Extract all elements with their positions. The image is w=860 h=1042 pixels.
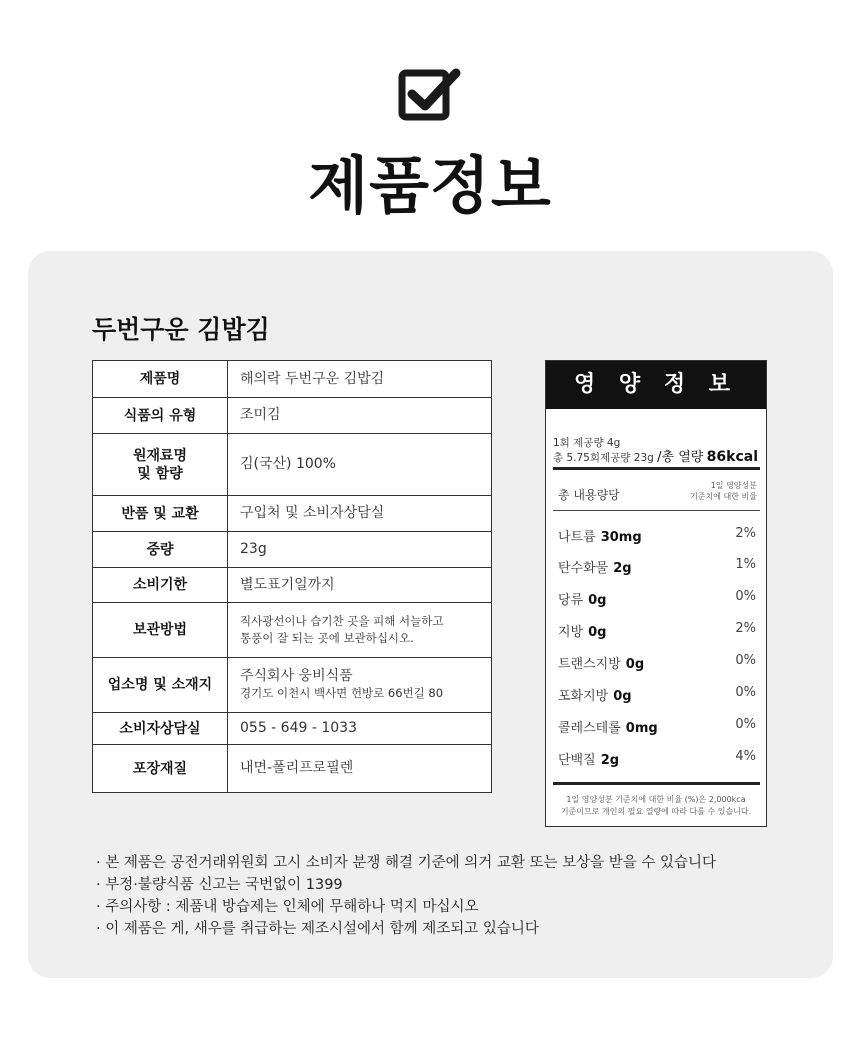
row-value-line2: 통풍이 잘 되는 곳에 보관하십시오. bbox=[240, 631, 414, 645]
total-calories-label: /총 열량 bbox=[657, 450, 704, 465]
nutrient-row-trans-fat bbox=[558, 653, 756, 673]
nutrient-amount: 0g bbox=[588, 593, 607, 608]
row-label bbox=[93, 434, 228, 496]
nutrient-percent: 0% bbox=[735, 685, 756, 700]
table-row bbox=[93, 532, 492, 568]
nutrient-amount: 0g bbox=[625, 657, 645, 672]
daily-value-label-line2: 기준치에 대한 비율 bbox=[690, 492, 757, 501]
total-calories: 86kcal bbox=[706, 449, 759, 465]
nutrient-row-carbohydrate bbox=[558, 557, 756, 577]
nutrient-row-sodium bbox=[558, 526, 756, 546]
nutrition-facts-box bbox=[545, 360, 767, 827]
nutrient-amount: 0mg bbox=[625, 721, 658, 736]
divider bbox=[553, 467, 760, 470]
nutrition-footnote-line2: 기준이므로 개인의 필요 열량에 따라 다를 수 있습니다. bbox=[560, 807, 752, 816]
nutrient-percent: 0% bbox=[735, 653, 756, 668]
row-value-line1: 주식회사 웅비식품 bbox=[240, 668, 353, 684]
nutrient-percent: 2% bbox=[735, 526, 756, 541]
checkbox-check-icon bbox=[398, 67, 464, 121]
notice-item: · 이 제품은 게, 새우를 취급하는 제조시설에서 함께 제조되고 있습니다 bbox=[96, 921, 539, 937]
row-value: 해의락 두번구운 김밥김 bbox=[228, 361, 492, 398]
serving-size: 1회 제공량 4g bbox=[553, 437, 621, 449]
row-label: 업소명 및 소재지 bbox=[93, 658, 228, 713]
row-label: 식품의 유형 bbox=[93, 398, 228, 434]
product-name: 두번구운 김밥김 bbox=[92, 315, 270, 344]
nutrient-percent: 0% bbox=[735, 589, 756, 604]
nutrition-footnote-line1: 1일 영양성분 기준치에 대한 비율 (%)은 2,000kca bbox=[566, 795, 746, 804]
nutrient-amount: 2g bbox=[613, 561, 632, 576]
row-value: 김(국산) 100% bbox=[228, 434, 492, 496]
divider bbox=[553, 782, 760, 785]
nutrition-title: 영 양 정 보 bbox=[546, 361, 766, 409]
table-row bbox=[93, 361, 492, 398]
product-info-table bbox=[92, 360, 492, 793]
notice-item: · 주의사항 : 제품내 방습제는 인체에 무해하나 먹지 마십시오 bbox=[96, 899, 479, 915]
daily-value-label bbox=[690, 480, 757, 502]
row-value: 23g bbox=[228, 532, 492, 568]
nutrient-row-fat bbox=[558, 621, 756, 641]
table-row bbox=[93, 658, 492, 713]
table-row bbox=[93, 496, 492, 532]
nutrient-row-cholesterol bbox=[558, 717, 756, 737]
row-label-line2: 및 함량 bbox=[137, 465, 183, 482]
nutrient-name: 콜레스테롤 bbox=[558, 721, 621, 736]
row-value: 구입처 및 소비자상담실 bbox=[228, 496, 492, 532]
nutrient-name: 지방 bbox=[558, 625, 584, 640]
row-label: 반품 및 교환 bbox=[93, 496, 228, 532]
table-row bbox=[93, 434, 492, 496]
nutrient-percent: 0% bbox=[735, 717, 756, 732]
nutrient-row-saturated-fat bbox=[558, 685, 756, 705]
row-label-line1: 원재료명 bbox=[132, 447, 188, 464]
row-value: 내면-폴리프로필렌 bbox=[228, 745, 492, 793]
nutrient-percent: 2% bbox=[735, 621, 756, 636]
nutrition-serving bbox=[553, 436, 758, 465]
table-row bbox=[93, 568, 492, 603]
row-label: 보관방법 bbox=[93, 603, 228, 658]
notice-item: · 본 제품은 공전거래위원회 고시 소비자 분쟁 해결 기준에 의거 교환 또는 보상을 받을 수 있습니다 bbox=[96, 855, 717, 871]
nutrient-row-sugars bbox=[558, 589, 756, 609]
nutrient-amount: 0g bbox=[588, 625, 607, 640]
notices-list bbox=[96, 852, 716, 940]
nutrient-row-protein bbox=[558, 749, 756, 769]
nutrient-amount: 0g bbox=[613, 689, 632, 704]
total-servings: 총 5.75회제공량 23g bbox=[553, 452, 654, 464]
serving-total bbox=[553, 450, 758, 465]
table-row bbox=[93, 398, 492, 434]
nutrient-name: 나트륨 bbox=[558, 530, 596, 545]
table-row bbox=[93, 713, 492, 745]
page-title: 제품정보 bbox=[308, 149, 552, 222]
row-label: 제품명 bbox=[93, 361, 228, 398]
nutrient-amount: 30mg bbox=[600, 530, 642, 545]
row-label: 소비기한 bbox=[93, 568, 228, 603]
row-label: 소비자상담실 bbox=[93, 713, 228, 745]
row-value: 055 - 649 - 1033 bbox=[228, 713, 492, 745]
table-row bbox=[93, 745, 492, 793]
nutrient-name: 당류 bbox=[558, 593, 584, 608]
nutrient-name: 단백질 bbox=[558, 753, 596, 768]
row-value bbox=[228, 603, 492, 658]
row-value-line1: 직사광선이나 습기찬 곳을 피해 서늘하고 bbox=[240, 614, 444, 628]
row-label: 중량 bbox=[93, 532, 228, 568]
nutrient-name: 트랜스지방 bbox=[558, 657, 621, 672]
nutrient-name: 포화지방 bbox=[558, 689, 609, 704]
daily-value-label-line1: 1일 영양성분 bbox=[710, 481, 757, 490]
row-value-line2: 경기도 이천시 백사면 헌방로 66번길 80 bbox=[240, 686, 444, 700]
nutrient-percent: 4% bbox=[735, 749, 756, 764]
nutrient-amount: 2g bbox=[600, 753, 620, 768]
notice-item: · 부정·불량식품 신고는 국번없이 1399 bbox=[96, 877, 343, 893]
divider bbox=[553, 510, 760, 511]
nutrient-percent: 1% bbox=[735, 557, 756, 572]
row-value: 조미김 bbox=[228, 398, 492, 434]
nutrient-name: 탄수화물 bbox=[558, 561, 609, 576]
table-row bbox=[93, 603, 492, 658]
row-value: 별도표기일까지 bbox=[228, 568, 492, 603]
nutrition-footnote bbox=[550, 794, 762, 818]
row-value bbox=[228, 658, 492, 713]
row-label: 포장재질 bbox=[93, 745, 228, 793]
content-label: 총 내용량당 bbox=[558, 488, 620, 502]
